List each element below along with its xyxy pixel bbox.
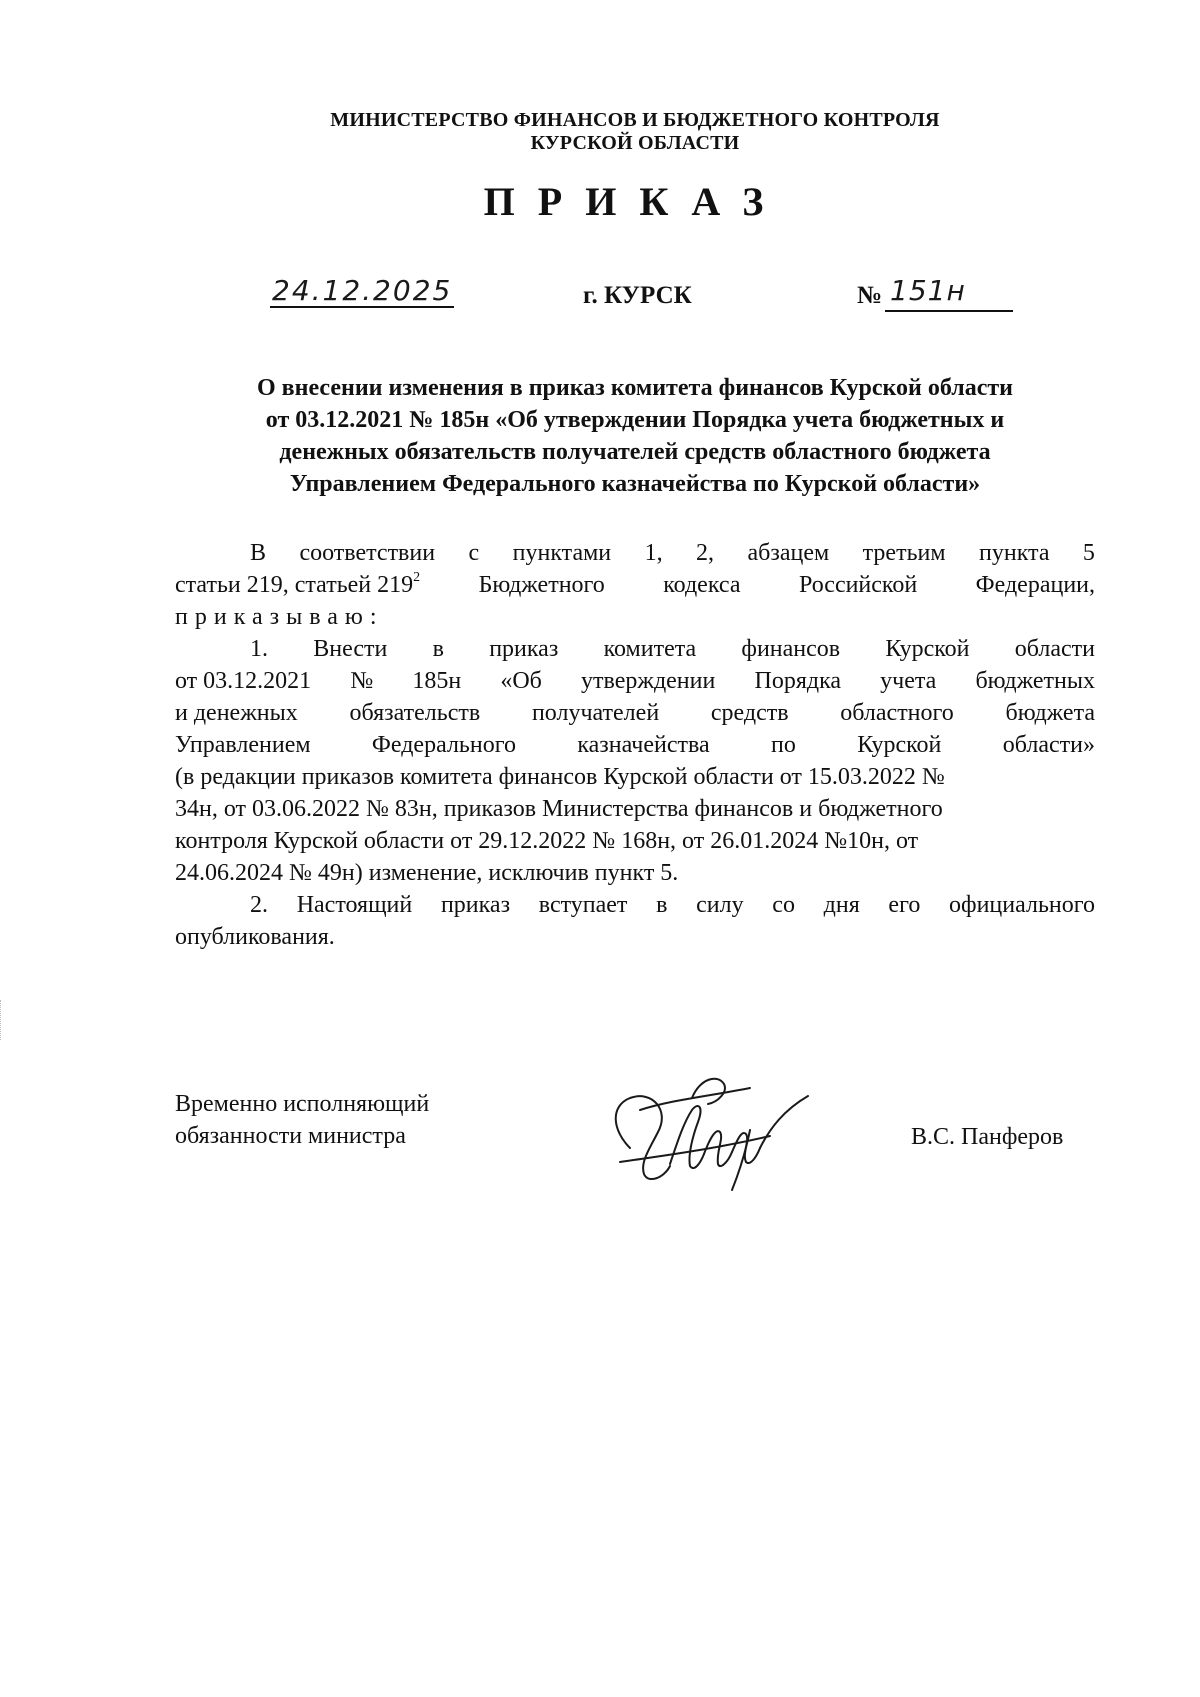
text-line bbox=[175, 601, 1095, 633]
word: приказ bbox=[489, 636, 559, 662]
word: Настоящий bbox=[296, 892, 413, 918]
word: Управлением bbox=[175, 732, 311, 758]
word: с bbox=[468, 540, 480, 566]
word: «Об bbox=[500, 668, 542, 694]
word: учета bbox=[880, 668, 937, 694]
word: финансов bbox=[741, 636, 841, 662]
word: Курской bbox=[857, 732, 942, 758]
word: официального bbox=[949, 892, 1095, 918]
handwritten-number: 151н bbox=[890, 274, 966, 307]
word: утверждении bbox=[581, 668, 716, 694]
directive-word: приказываю: bbox=[175, 604, 384, 630]
word: абзацем bbox=[747, 540, 830, 566]
text-line bbox=[175, 889, 1095, 921]
word: Федерации, bbox=[975, 572, 1095, 598]
text-line: 24.06.2024 № 49н) изменение, исключив пункт 5. bbox=[175, 860, 679, 886]
word: Российской bbox=[798, 572, 918, 598]
text-line bbox=[175, 569, 1095, 601]
word: пунктами bbox=[512, 540, 612, 566]
word: 2, bbox=[696, 540, 715, 566]
handwritten-signature bbox=[600, 1070, 820, 1195]
word: статьи 219, статьей 219 bbox=[175, 572, 414, 598]
text-line bbox=[175, 537, 1095, 569]
order-title-line: от 03.12.2021 № 185н «Об утверждении Порядка учета бюджетных и bbox=[265, 407, 1005, 433]
signatory-position-line: Временно исполняющий bbox=[175, 1091, 430, 1117]
word: по bbox=[771, 732, 796, 758]
signer-name: В.С. Панферов bbox=[911, 1124, 1064, 1150]
word: № bbox=[350, 668, 374, 694]
word: кодекса bbox=[663, 572, 741, 598]
text-line bbox=[175, 633, 1095, 665]
word: 5 bbox=[1082, 540, 1095, 566]
order-title-line: О внесении изменения в приказ комитета финансов Курской области bbox=[257, 375, 1013, 401]
word: обязательств bbox=[349, 700, 481, 726]
word: Бюджетного bbox=[478, 572, 605, 598]
text-line: опубликования. bbox=[175, 924, 335, 950]
city-label: г. КУРСК bbox=[583, 282, 692, 309]
preamble-paragraph bbox=[175, 537, 1095, 633]
order-title-line: Управлением Федерального казначейства по Курской области» bbox=[289, 471, 981, 497]
word: третьим bbox=[862, 540, 946, 566]
word: пункта bbox=[979, 540, 1050, 566]
text-line: контроля Курской области от 29.12.2022 № 168н, от 26.01.2024 №10н, от bbox=[175, 828, 919, 854]
date-underline bbox=[270, 306, 454, 308]
word: вступает bbox=[538, 892, 628, 918]
word: Порядка bbox=[754, 668, 842, 694]
text-line: 34н, от 03.06.2022 № 83н, приказов Министерства финансов и бюджетного bbox=[175, 796, 943, 822]
order-title-line: денежных обязательств получателей средств областного бюджета bbox=[279, 439, 991, 465]
word: областного bbox=[840, 700, 954, 726]
word: бюджета bbox=[1005, 700, 1095, 726]
word: средств bbox=[710, 700, 789, 726]
order-title bbox=[150, 372, 1120, 500]
word: дня bbox=[823, 892, 860, 918]
word: Внести bbox=[313, 636, 388, 662]
text-line: (в редакции приказов комитета финансов Курской области от 15.03.2022 № bbox=[175, 764, 945, 790]
word: области» bbox=[1002, 732, 1095, 758]
word: со bbox=[772, 892, 795, 918]
number-label: № bbox=[857, 282, 883, 309]
text-line bbox=[175, 697, 1095, 729]
item-1-paragraph bbox=[175, 633, 1095, 889]
handwritten-date: 24.12.2025 bbox=[272, 274, 453, 307]
word: силу bbox=[696, 892, 744, 918]
text-line bbox=[175, 729, 1095, 761]
text-line bbox=[175, 665, 1095, 697]
word: Федерального bbox=[371, 732, 516, 758]
statute-reference bbox=[175, 569, 420, 601]
word: в bbox=[432, 636, 444, 662]
word: соответствии bbox=[299, 540, 436, 566]
scan-margin-mark bbox=[0, 1000, 3, 1040]
signatory-position bbox=[175, 1088, 429, 1152]
word: казначейства bbox=[577, 732, 710, 758]
word: приказ bbox=[440, 892, 511, 918]
word: бюджетных bbox=[975, 668, 1095, 694]
word: 1, bbox=[644, 540, 663, 566]
superscript: 2 bbox=[413, 570, 421, 585]
word: в bbox=[656, 892, 668, 918]
word: 2. bbox=[250, 892, 268, 918]
word: и денежных bbox=[175, 700, 298, 726]
word: его bbox=[888, 892, 921, 918]
item-2-paragraph bbox=[175, 889, 1095, 953]
word: В bbox=[250, 540, 267, 566]
ministry-name-line2: КУРСКОЙ ОБЛАСТИ bbox=[530, 132, 740, 154]
word: Курской bbox=[885, 636, 970, 662]
word: получателей bbox=[531, 700, 660, 726]
word: от 03.12.2021 bbox=[175, 668, 312, 694]
word: комитета bbox=[603, 636, 697, 662]
ministry-name-line1: МИНИСТЕРСТВО ФИНАНСОВ И БЮДЖЕТНОГО КОНТРОЛЯ bbox=[330, 109, 940, 131]
number-underline bbox=[885, 310, 1013, 312]
signatory-position-line: обязанности министра bbox=[175, 1123, 406, 1149]
document-type-heading: ПРИКАЗ bbox=[483, 179, 787, 224]
word: 1. bbox=[250, 636, 268, 662]
word: области bbox=[1014, 636, 1095, 662]
word: 185н bbox=[412, 668, 462, 694]
